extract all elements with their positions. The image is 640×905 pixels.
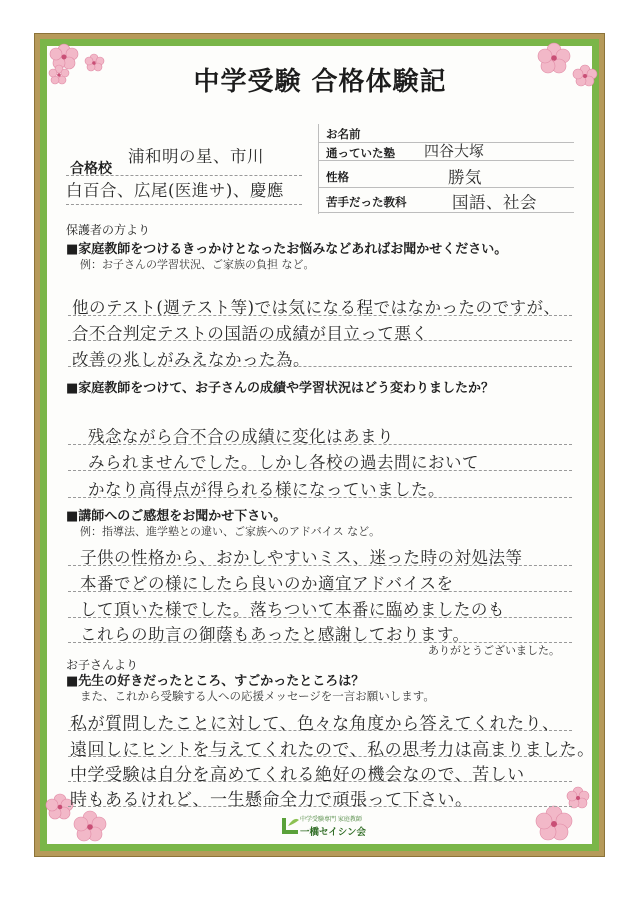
child-heading: お子さんより — [66, 658, 139, 672]
leaf-logo-icon — [280, 814, 300, 836]
logo-tagline: 中学受験専門 家庭教師 — [300, 816, 362, 823]
logo-name: 一橋セイシン会 — [300, 827, 366, 838]
juku-label: 通っていた塾 — [326, 146, 395, 160]
child-question-1: ■先生の好きだったところ、すごかったところは？ — [66, 674, 365, 689]
parent-heading: 保護者の方より — [66, 223, 151, 237]
personality-label: 性格 — [326, 170, 349, 184]
profile-row-line — [318, 187, 574, 188]
personality-value: 勝気 — [448, 168, 482, 187]
parent-answer-3-thanks: ありがとうございました。 — [428, 644, 560, 657]
school-underline — [66, 204, 302, 205]
parent-question-1: ■家庭教師をつけるきっかけとなったお悩みなどあればお聞かせください。 — [66, 242, 508, 257]
parent-question-1-example: 例：お子さんの学習状況、ご家族の負担 など。 — [80, 258, 315, 271]
child-answer-line: 遠回しにヒントを与えてくれたので、私の思考力は高まりました。 — [70, 740, 595, 760]
parent-answer-1-line: 合不合判定テストの国語の成績が目立って悪く — [72, 324, 429, 343]
parent-answer-2-line: みられませんでした。しかし各校の過去問において — [88, 453, 479, 472]
school-underline — [66, 175, 302, 176]
parent-question-3-example: 例：指導法、進学塾との違い、ご家族へのアドバイス など。 — [80, 525, 381, 538]
school-label: 合格校 — [70, 161, 112, 177]
child-answer-line: 中学受験は自分を高めてくれる絶好の機会なので、苦しい — [70, 765, 525, 785]
parent-answer-1-line: 他のテスト(週テスト等)では気になる程ではなかったのですが、 — [72, 298, 561, 317]
school-line-1: 浦和明の星、市川 — [128, 147, 264, 166]
school-line-2: 白百合、広尾(医進サ)、慶應 — [66, 181, 284, 200]
parent-answer-3-line: これらの助言の御蔭もあったと感謝しております。 — [80, 625, 470, 644]
parent-answer-1-line: 改善の兆しがみえなかった為。 — [72, 350, 310, 369]
child-answer-line: 私が質問したことに対して、色々な角度から答えてくれたり、 — [70, 714, 560, 734]
child-answer-line: 時もあるけれど、一生懸命全力で頑張って下さい。 — [70, 790, 473, 810]
parent-answer-3-line: して頂いた様でした。落ちついて本番に臨めましたのも — [80, 600, 505, 619]
child-question-1-sub: また、これから受験する人への応援メッセージを一言お願いします。 — [80, 689, 435, 703]
cherry-blossom-icon — [528, 780, 604, 844]
page-title: 中学受験 合格体験記 — [193, 67, 447, 97]
parent-answer-3-line: 本番でどの様にしたら良いのか適宜アドバイスを — [80, 574, 454, 593]
parent-answer-2-line: かなり高得点が得られる様になっていました。 — [88, 480, 445, 499]
parent-answer-2-line: 残念ながら合不合の成績に変化はあまり — [88, 427, 394, 446]
parent-question-3: ■講師へのご感想をお聞かせ下さい。 — [66, 509, 287, 524]
weak-subject-label: 苦手だった教科 — [326, 195, 407, 209]
profile-divider — [318, 124, 319, 214]
name-label: お名前 — [326, 127, 361, 141]
weak-subject-value: 国語、社会 — [452, 193, 537, 212]
company-logo — [280, 808, 366, 844]
juku-value: 四谷大塚 — [424, 142, 485, 160]
parent-question-2: ■家庭教師をつけて、お子さんの成績や学習状況はどう変わりましたか？ — [66, 381, 495, 396]
parent-answer-3-line: 子供の性格から、おかしやすいミス、迷った時の対処法等 — [80, 548, 523, 567]
